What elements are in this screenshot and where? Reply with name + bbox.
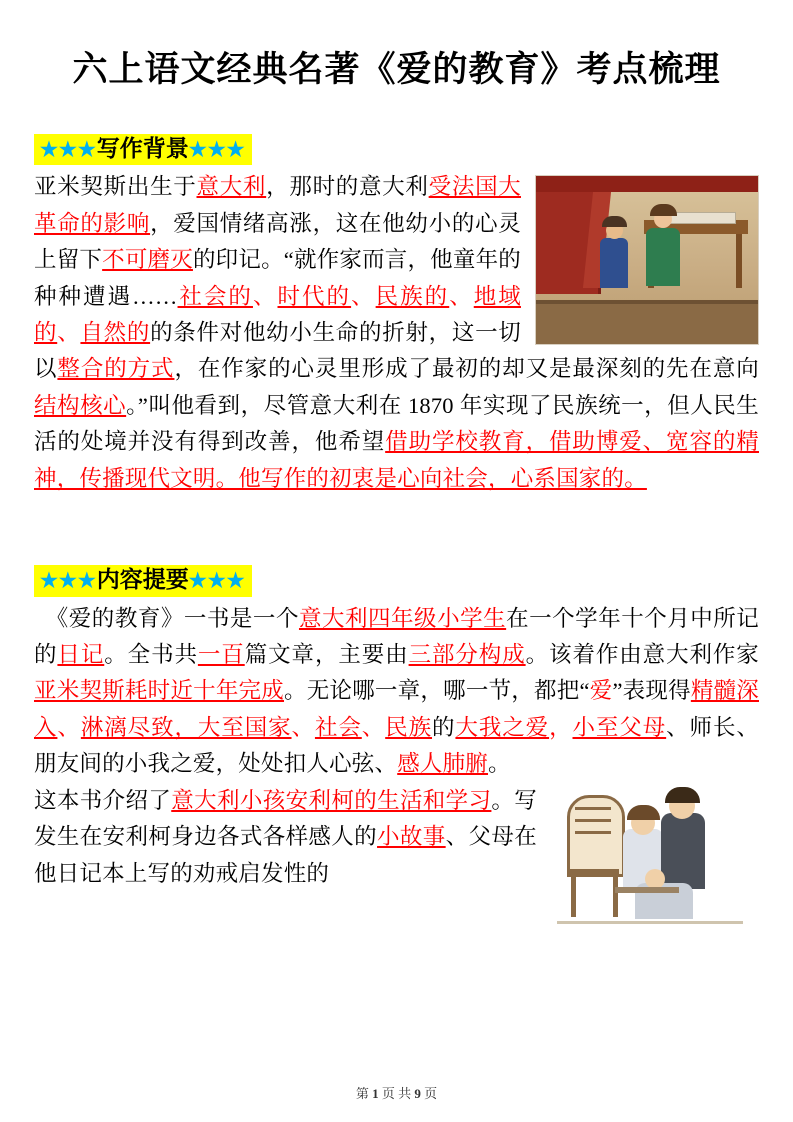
text-run: ，在作家的心灵里形成了最初的却又是最深刻的先在意向 <box>174 356 759 382</box>
text-run: 在一个学年十个月中所记的 <box>34 605 759 667</box>
text-run: 的印记。“就作家而言，他童年的种种遭遇…… <box>34 247 521 309</box>
text-run: 民族 <box>385 714 433 740</box>
star-icon-right: ★★★ <box>188 570 246 593</box>
text-run: 意大利 <box>196 174 267 200</box>
footer-middle: 页 共 <box>381 1086 412 1101</box>
text-run: 。全书共 <box>104 642 198 667</box>
footer-prefix: 第 <box>355 1086 369 1101</box>
footer-page-number: 1 <box>372 1086 379 1101</box>
section-heading-content-summary <box>34 565 759 596</box>
text-run: 大我之爱 <box>455 714 550 740</box>
text-run: 淋漓尽致，大至国家 <box>80 714 292 740</box>
text-run: 、 <box>449 283 474 309</box>
text-run: 。该着作由意大利作家 <box>525 642 759 667</box>
text-run: 的条件对他幼小生命的折射，这一切以 <box>34 319 522 382</box>
text-run: 意大利四年级小学生 <box>298 605 507 631</box>
text-run: 自然的 <box>80 319 151 345</box>
text-run: 三部分构成 <box>408 642 526 667</box>
text-run: 民族的 <box>375 283 450 309</box>
text-run: 的 <box>432 714 456 740</box>
text-run: 、父母在他日记本上写的劝戒启发性的 <box>34 824 537 886</box>
footer-total-pages: 9 <box>414 1086 421 1101</box>
text-run: 精髓深入 <box>34 678 759 740</box>
text-run: 时代的 <box>277 283 352 309</box>
star-icon-left: ★★★ <box>40 138 97 161</box>
text-run: 这本书介绍了 <box>34 787 172 813</box>
text-run: 地域的 <box>34 283 521 345</box>
text-run: 结构核心 <box>34 392 127 418</box>
text-run: 。 <box>488 751 511 777</box>
text-run: 、 <box>57 319 81 345</box>
text-run: 、 <box>361 714 386 740</box>
text-run: 爱 <box>589 678 613 704</box>
text-run: 篇文章，主要由 <box>244 642 409 667</box>
footer-suffix: 页 <box>424 1086 438 1101</box>
section-title-text: 写作背景 <box>96 135 189 161</box>
star-icon-right: ★★★ <box>188 138 246 161</box>
text-run: 社会的 <box>177 283 253 309</box>
text-run: 、师长、朋友间的小我之爱，处处扣人心弦、 <box>34 714 760 777</box>
text-run: 感人肺腑 <box>397 751 489 777</box>
text-run: 受法国大革命的影响 <box>34 174 521 236</box>
text-run: 、 <box>57 714 81 740</box>
text-run: 日记 <box>57 642 105 667</box>
text-run: 《爱的教育》一书是一个 <box>34 605 299 631</box>
text-run: 小故事 <box>377 824 446 850</box>
text-run: 不可磨灭 <box>102 247 193 273</box>
illustration-classroom <box>535 175 759 345</box>
text-run: 、 <box>351 283 376 309</box>
text-run: ， <box>549 714 573 740</box>
text-run: 意大利小孩安利柯的生活和学习 <box>171 787 492 813</box>
illustration-family <box>549 785 759 935</box>
section-title-text: 内容提要 <box>96 567 189 593</box>
page-footer <box>0 1083 793 1102</box>
text-run: 。无论哪一章，哪一节，都把“ <box>284 678 590 704</box>
text-run: 整合的方式 <box>57 356 175 382</box>
text-run: 一百 <box>197 642 245 667</box>
section-heading-writing-background <box>34 134 759 165</box>
text-run: 、 <box>252 283 278 309</box>
text-run: 亚米契斯耗时近十年完成 <box>34 678 285 704</box>
text-run: 。”叫他看到，尽管意大利在 1870 年实现了民族统一，但人民生活的处境并没有得到改善，他希望 <box>34 392 759 455</box>
text-run: 。写发生在安利柯身边各式各样感人的 <box>34 787 537 850</box>
star-icon-left: ★★★ <box>40 570 97 593</box>
section-body-content-summary-p1 <box>34 601 759 783</box>
page-title: 六上语文经典名著《爱的教育》考点梳理 <box>72 50 721 89</box>
text-run: 小至父母 <box>572 714 667 740</box>
text-run: ，爱国情绪高涨，这在他幼小的心灵上留下 <box>34 210 521 273</box>
text-run: ”表现得 <box>612 678 691 704</box>
text-run: 借助学校教育，借助博爱、宽容的精神，传播现代文明。他写作的初衷是心向社会，心系国家的。 <box>34 429 759 491</box>
text-run: ，那时的意大利 <box>266 174 429 200</box>
text-run: 亚米契斯出生于 <box>34 174 197 200</box>
text-run: 、 <box>291 714 315 740</box>
text-run: 社会 <box>314 714 362 740</box>
